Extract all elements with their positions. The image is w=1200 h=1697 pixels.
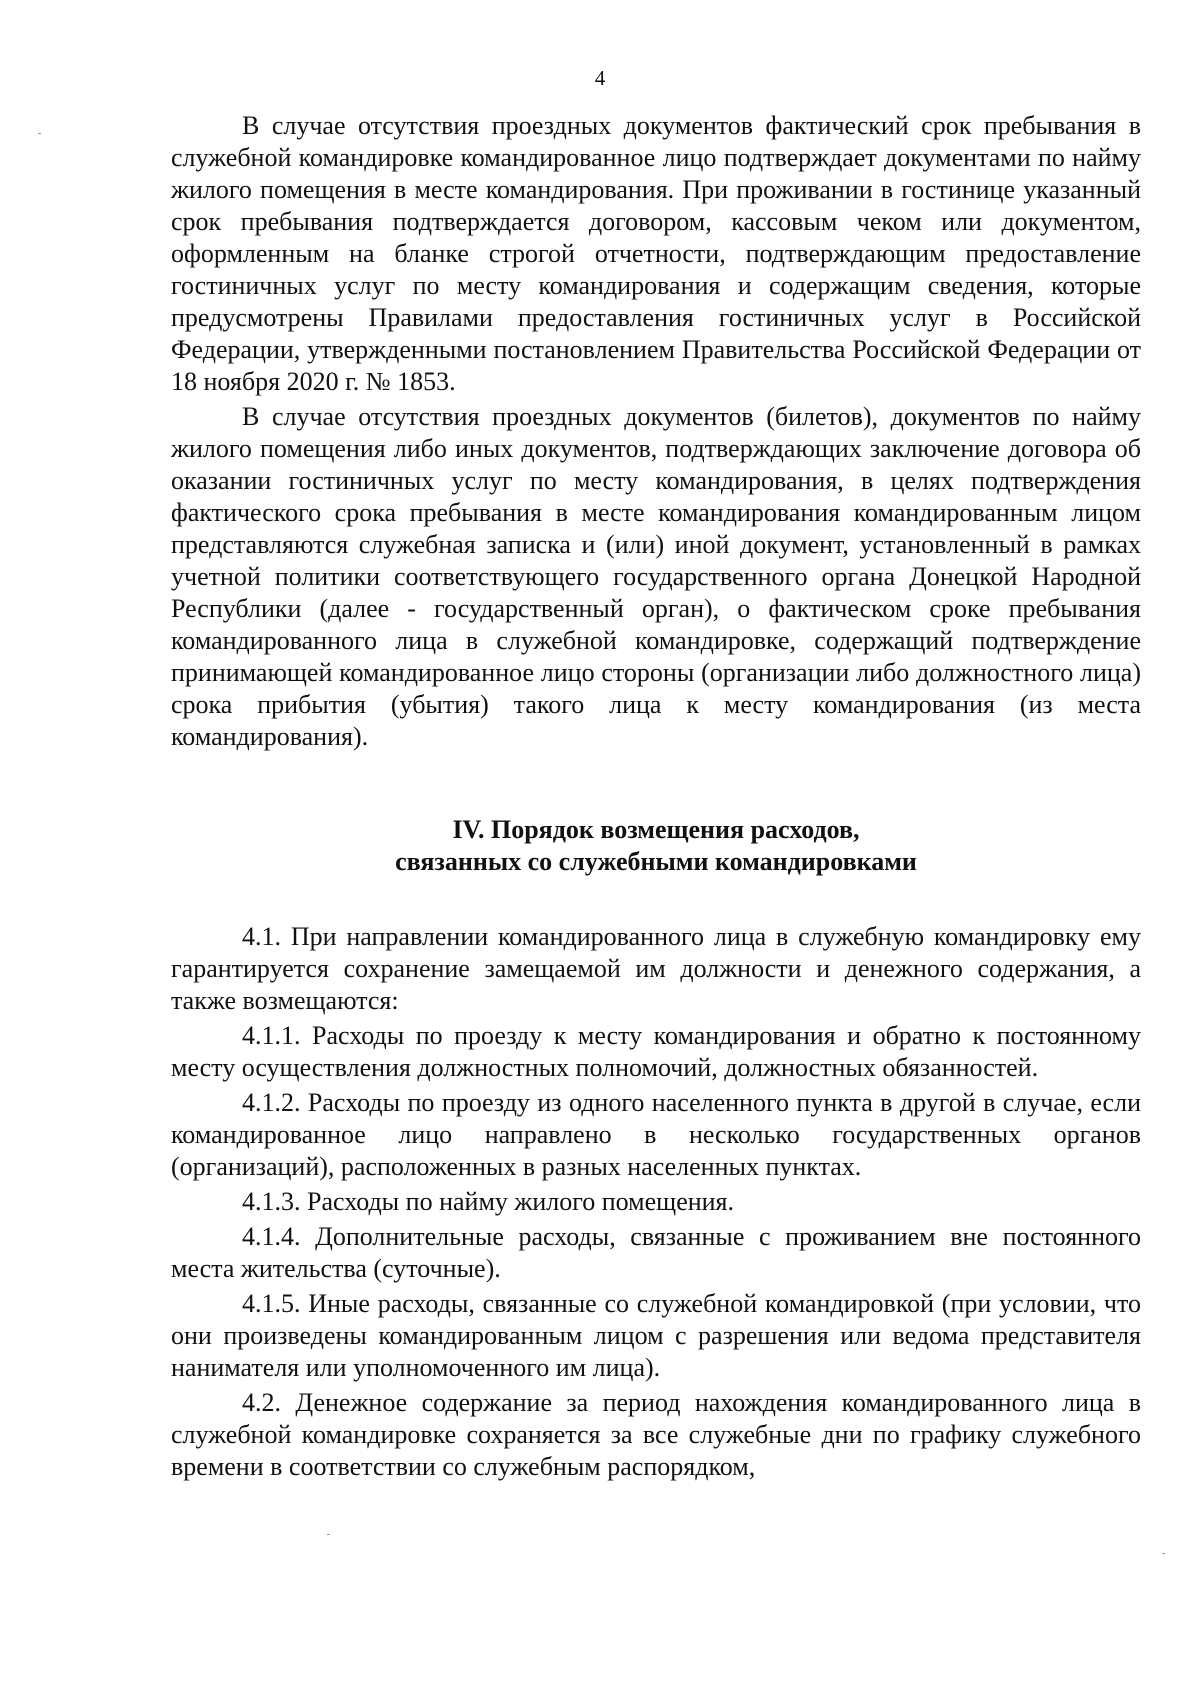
paragraph-4-2: 4.2. Денежное содержание за период нахождения командированного лица в служебной командировке сохраняется за все служебные дни по графику служебного времени в соответствии со служебным распорядком, <box>171 1388 1141 1481</box>
scan-speck <box>327 1534 330 1535</box>
paragraph-service-note-confirmation: В случае отсутствия проездных документов (билетов), документов по найму жилого помещения либо иных документов, подтверждающих заключение договора об оказании гостиничных услуг по месту командирования, в целях подтверждения фактического срока пребывания в месте командирования командированным лицом представляются служебная записка и (или) иной документ, установленный в рамках учетной политики соответствующего государственного органа Донецкой Народной Республики (далее - государственный орган), о фактическом сроке пребывания командированного лица в служебной командировке, содержащий подтверждение принимающей командированное лицо стороны (организации либо должностного лица) срока прибытия (убытия) такого лица к месту командирования (из места командирования). <box>171 402 1141 751</box>
section-heading-line-1: IV. Порядок возмещения расходов, <box>452 815 860 844</box>
paragraph-4-1-2: 4.1.2. Расходы по проезду из одного населенного пункта в другой в случае, если командированное лицо направлено в несколько государственных органов (организаций), расположенных в разных населенных пунктах. <box>171 1088 1141 1181</box>
paragraph-4-1-4: 4.1.4. Дополнительные расходы, связанные с проживанием вне постоянного места жительства (суточные). <box>171 1222 1141 1283</box>
section-heading-line-2: связанных со служебными командировками <box>395 847 917 876</box>
paragraph-4-1: 4.1. При направлении командированного лица в служебную командировку ему гарантируется сохранение замещаемой им должности и денежного содержания, а также возмещаются: <box>171 922 1141 1015</box>
scan-speck <box>38 133 41 134</box>
paragraph-4-1-1: 4.1.1. Расходы по проезду к месту командирования и обратно к постоянному месту осуществления должностных полномочий, должностных обязанностей. <box>171 1021 1141 1082</box>
paragraph-travel-documents-absent: В случае отсутствия проездных документов фактический срок пребывания в служебной командировке командированное лицо подтверждает документами по найму жилого помещения в месте командирования. При проживании в гостинице указанный срок пребывания подтверждается договором, кассовым чеком или документом, оформленным на бланке строгой отчетности, подтверждающим предоставление гостиничных услуг по месту командирования и содержащим сведения, которые предусмотрены Правилами предоставления гостиничных услуг в Российской Федерации, утвержденными постановлением Правительства Российской Федерации от 18 ноября 2020 г. № 1853. <box>171 111 1141 396</box>
paragraph-4-1-5: 4.1.5. Иные расходы, связанные со служебной командировкой (при условии, что они произведены командированным лицом с разрешения или ведома представителя нанимателя или уполномоченного им лица). <box>171 1289 1141 1382</box>
section-heading <box>171 814 1141 878</box>
page-number: 4 <box>594 66 606 90</box>
scan-speck <box>1162 1553 1165 1554</box>
document-body <box>171 110 1141 1483</box>
paragraph-4-1-3: 4.1.3. Расходы по найму жилого помещения. <box>242 1187 735 1216</box>
